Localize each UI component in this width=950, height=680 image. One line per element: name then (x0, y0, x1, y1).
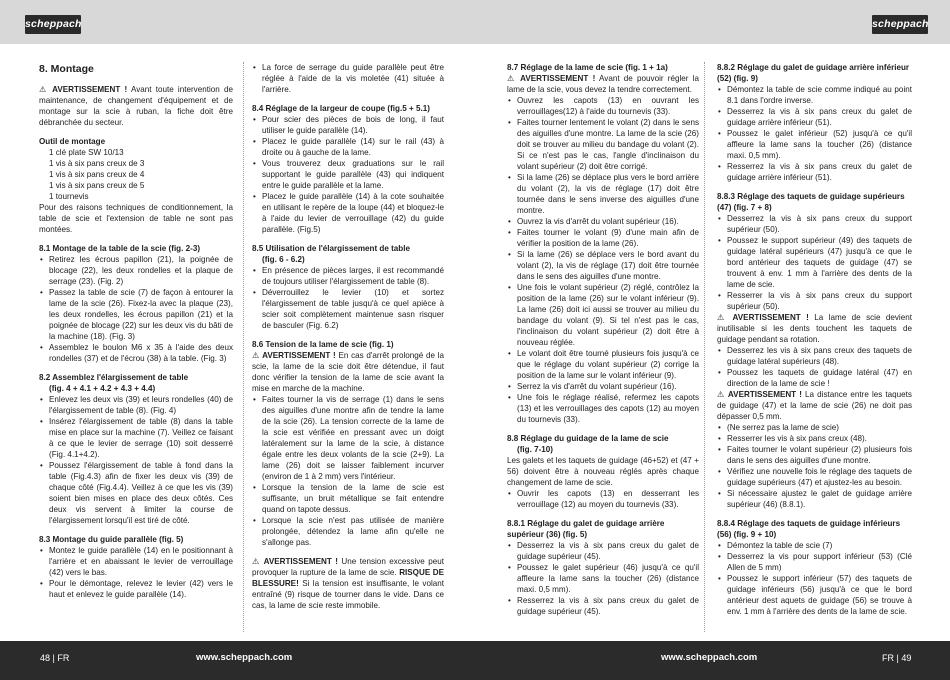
bullet-list (39, 254, 233, 364)
list-item: • Lorsque la scie n'est pas utilisée de manière prolongée, détendez la lame afin qu'elle ne s'allonge pas. (252, 515, 444, 548)
subsection-title: 8.5 Utilisation de l'élargissement de table (252, 244, 411, 253)
page-number-left: 48 | FR (40, 653, 70, 663)
list-item: • Desserrez la vis à six pans creux du galet de guidage supérieur (45). (507, 540, 699, 562)
subsection-title: 8.8.3 Réglage des taquets de guidage supérieurs (47) (fig. 7 + 8) (717, 192, 905, 212)
subsection-title: 8.8.1 Réglage du galet de guidage arrière supérieur (36) (fig. 5) (507, 519, 665, 539)
brand-logo: scheppach (872, 15, 928, 34)
list-item: • Une fois le réglage réalisé, refermez les capots (13) et les verrouillages des capots (12) au moyen du tournevis (33). (507, 392, 699, 425)
header-bar (0, 0, 950, 44)
subsection-title: 8.2 Assemblez l'élargissement de table (39, 373, 189, 382)
list-item: • La force de serrage du guide parallèle peut être réglée à l'aide de la vis moletée (41) située à l'arrière. (252, 62, 444, 95)
bullet-list (252, 394, 444, 548)
paragraph: Les galets et les taquets de guidage (46+52) et (47 + 56) doivent être à nouveau réglés après chaque changement de lame de scie. (507, 456, 699, 487)
list-item: • Le volant doit être tourné plusieurs fois jusqu'à ce que le réglage du volant supérieur (2) corrige la position de la lame sur le volant inférieur (9). (507, 348, 699, 381)
tool-item: 1 vis à six pans creux de 4 (49, 170, 145, 179)
list-item: • Desserrez la vis pour support inférieur (53) (Clé Allen de 5 mm) (717, 551, 912, 573)
bullet-list (717, 213, 912, 312)
list-item: • Enlevez les deux vis (39) et leurs rondelles (40) de l'élargissement de table (8). (Fig. 4) (39, 394, 233, 416)
bullet-list (252, 62, 444, 95)
tool-item: 1 clé plate SW 10/13 (49, 148, 124, 157)
column-3 (507, 62, 699, 617)
bullet-list (717, 345, 912, 389)
list-item: • Assemblez le boulon M6 x 35 à l'aide des deux rondelles (37) et de l'écrou (38) à la table. (Fig. 3) (39, 342, 233, 364)
list-item: • Ouvrez la vis d'arrêt du volant supérieur (16). (507, 216, 699, 227)
list-item: • Une fois le volant supérieur (2) réglé, contrôlez la position de la lame (26) sur le volant inférieur (9). La lame (26) doit ici aussi se trouver au milieu du bandage du volant (9). Si tel n'est pas le cas, l'inclinaison du volant supérieur (2) doit être à nouveau réglée. (507, 282, 699, 348)
footer-url-left[interactable]: www.scheppach.com (196, 652, 293, 663)
warning-label: ⚠ AVERTISSEMENT ! (39, 85, 128, 94)
warning-text: En cas d'arrêt prolongé de la scie, la lame de la scie doit être détendue, il faut donc vérifier la tension de la lame de scie avant la mise en marche de la machine. (252, 351, 445, 393)
warning-paragraph (507, 73, 699, 95)
warning-label: ⚠ AVERTISSEMENT ! (252, 351, 336, 360)
list-item: • En présence de pièces larges, il est recommandé de toujours utiliser l'élargissement de table (8). (252, 265, 444, 287)
subsection-title: 8.8.2 Réglage du galet de guidage arrière inférieur (52) (fig. 9) (717, 63, 910, 83)
list-item: • Desserrez la vis à six pans creux du galet de guidage arrière inférieur (51). (717, 106, 912, 128)
subsection-subtitle: (fig. 6 - 6.2) (262, 255, 305, 264)
column-divider (243, 62, 244, 632)
list-item: • Poussez le support supérieur (49) des taquets de guidage latéral supérieurs (47) jusqu'à ce que le bord antérieur des taquets de guidage (47) se trouvent à env. 1 mm à l'arrière des dents de la lame de scie. (717, 235, 912, 290)
list-item: • (Ne serrez pas la lame de scie) (717, 422, 912, 433)
bullet-list (717, 84, 912, 183)
footer-url-right[interactable]: www.scheppach.com (661, 652, 758, 663)
list-item: • Montez le guide parallèle (14) en le positionnant à l'arrière et en abaissant le levier de verrouillage (42) vers le bas. (39, 545, 233, 578)
column-2 (252, 62, 444, 611)
bullet-list (507, 540, 699, 617)
subsection-title: 8.8 Réglage du guidage de la lame de scie (507, 434, 669, 443)
subsection-title: 8.3 Montage du guide parallèle (fig. 5) (39, 535, 184, 544)
subsection-title: 8.8.4 Réglage des taquets de guidage inférieurs (56) (fig. 9 + 10) (717, 519, 901, 539)
subsection-title: 8.4 Réglage de la largeur de coupe (fig.5 + 5.1) (252, 104, 430, 113)
footer-bar (0, 641, 950, 680)
list-item: • Vous trouverez deux graduations sur le rail supportant le guide parallèle (43) qui indiquent entre le guide parallèle et la lame. (252, 158, 444, 191)
bullet-list (507, 95, 699, 425)
column-divider (704, 62, 705, 632)
warning-label: ⚠ AVERTISSEMENT ! (507, 74, 596, 83)
list-item: • Passez la table de scie (7) de façon à entourer la lame de la scie (26). Fixez-la avec la plaque (23), les deux rondelles, les écrous papillon (21) et la poignée de blocage (22) sur les deux vis du bâti de la machine (18). (Fig. 3) (39, 287, 233, 342)
subsection-subtitle: (fig. 4 + 4.1 + 4.2 + 4.3 + 4.4) (49, 384, 156, 393)
list-item: • Démontez la table de scie comme indiqué au point 8.1 dans l'ordre inverse. (717, 84, 912, 106)
list-item: • Faites tourner lentement le volant (2) dans le sens des aiguilles d'une montre. La lame de la scie (26) doit se trouver au milieu du bandage du volant (2). Si ce n'est pas le cas, l'angle d'inclinaison du volant supérieur (2) doit être corrigé. (507, 117, 699, 172)
tool-item: 1 tournevis (49, 192, 89, 201)
list-item: • Faites tourner le volant (9) d'une main afin de vérifier la position de la lame (26). (507, 227, 699, 249)
warning-label: ⚠ AVERTISSEMENT ! (252, 557, 338, 566)
warning-text: La distance entre les taquets de guidage (47) et la lame de scie (26) ne doit pas dépasser 0,5 mm. (717, 390, 912, 421)
list-item: • Faites tourner le volant supérieur (2) plusieurs fois dans le sens des aiguilles d'une montre. (717, 444, 912, 466)
column-1 (39, 62, 233, 600)
warning-paragraph (717, 312, 912, 345)
section-title: 8. Montage (39, 63, 94, 75)
bullet-list (717, 540, 912, 617)
bullet-list (252, 114, 444, 235)
list-item: • Serrez la vis d'arrêt du volant supérieur (16). (507, 381, 699, 392)
warning-text: La lame de scie devient inutilisable si les dents touchent les taquets de guidage pendant sa rotation. (717, 313, 912, 344)
list-item: • Resserrer les vis à six pans creux (48). (717, 433, 912, 444)
list-item: • Pour le démontage, relevez le levier (42) vers le haut et enlevez le guide parallèle (14). (39, 578, 233, 600)
bullet-list (252, 265, 444, 331)
subsection-title: 8.6 Tension de la lame de scie (fig. 1) (252, 340, 394, 349)
list-item: • Démontez la table de scie (7) (717, 540, 912, 551)
list-item: • Poussez les taquets de guidage latéral (47) en direction de la lame de scie ! (717, 367, 912, 389)
list-item: • Placez le guide parallèle (14) à la cote souhaitée en utilisant le repère de la loupe (44) et bloquez-le à l'aide du levier de verrouillage (42) du guide parallèle. (Fig.5) (252, 191, 444, 235)
subsection-subtitle: (fig. 7-10) (517, 445, 553, 454)
list-item: • Resserrer la vis à six pans creux du support supérieur (50). (717, 290, 912, 312)
list-item: • Insérez l'élargissement de table (8) dans la table mise en place sur la machine (7). Veillez ce faisant à ce que le levier de serrage (10) soit desserré (Fig. 4.1+4.2). (39, 416, 233, 460)
list-item: • Retirez les écrous papillon (21), la poignée de blocage (22), les deux rondelles et la plaque de serrage (23). (Fig. 2) (39, 254, 233, 287)
list-item: • Poussez le support inférieur (57) des taquets de guidage inférieurs (56) jusqu'à ce que le bord antérieur dest aquets de guidage (56) se trouve à env. 1 mm à l'arrière des dents de la lame de scie. (717, 573, 912, 617)
list-item: • Poussez le galet supérieur (46) jusqu'à ce qu'il affleure la lame sans la toucher (26) (distance maxi. 0,5 mm). (507, 562, 699, 595)
subsection-title: 8.7 Réglage de la lame de scie (fig. 1 + 1a) (507, 63, 668, 72)
page-number-right: FR | 49 (882, 653, 912, 663)
list-item: • Poussez l'élargissement de table à fond dans la table (Fig.4.3) afin de fixer les deux vis (39) de chaque côté (Fig.4.4). Veillez à ce que les vis (39) soient bien mises en place des deux côtés. Ces deux vis servent à limiter la course de l'élargissement lorsqu'il est tiré de côté. (39, 460, 233, 526)
bullet-list (39, 394, 233, 526)
bullet-list (39, 545, 233, 600)
list-item: • Ouvrez les capots (13) en ouvrant les verrouillages(12) à l'aide du tournevis (33). (507, 95, 699, 117)
warning-paragraph (717, 389, 912, 422)
list-item: • Poussez le galet inférieur (52) jusqu'à ce qu'il affleure la lame sans la toucher (26) (distance maxi. 0,5 mm). (717, 128, 912, 161)
list-item: • Pour scier des pièces de bois de long, il faut utiliser le guide parallèle (14). (252, 114, 444, 136)
warning-paragraph (252, 556, 444, 611)
list-item: • Déverrouillez le levier (10) et sortez l'élargissement de table jusqu'à ce quel apièce à scier soit complètement maintenue sasn risquer de basculer (Fig. 6.2) (252, 287, 444, 331)
warning-text: Une tension excessive peut provoquer la rupture de la lame de scie. (252, 557, 445, 577)
list-item: • Lorsque la tension de la lame de scie est suffisante, un bruit métallique se fait entendre quand on tapote dessus. (252, 482, 444, 515)
subsection-title: 8.1 Montage de la table de la scie (fig. 2-3) (39, 244, 201, 253)
tools-title: Outil de montage (39, 137, 106, 146)
warning-text: Si la tension est insuffisante, le volant entraîné (9) risque de tourner dans le vide. Dans ce cas, la lame de scie reste immobile. (252, 579, 444, 610)
column-4 (717, 62, 912, 617)
warning-text: Avant toute intervention de maintenance, de changement d'équipement et de montage sur la scie à ruban, la fiche doit être débranchée du secteur. (39, 85, 233, 127)
list-item: • Si la lame (26) se déplace vers le bord avant du volant (2), la vis de réglage (17) doit être tournée dans le sens des aiguilles d'une montre. (507, 249, 699, 282)
bullet-list (717, 422, 912, 510)
list-item: • Ouvrir les capots (13) en desserrant les verrouillage (12) au moyen du tournevis (33). (507, 488, 699, 510)
warning-label: ⚠ AVERTISSEMENT ! (717, 390, 802, 399)
warning-paragraph (252, 350, 444, 394)
list-item: • Placez le guide parallèle (14) sur le rail (43) à droite ou à gauche de la lame. (252, 136, 444, 158)
list-item: • Si nécessaire ajustez le galet de guidage arrière supérieur (46) (8.8.1). (717, 488, 912, 510)
paragraph: Pour des raisons techniques de conditionnement, la table de scie et l'extension de table ne sont pas montées. (39, 203, 233, 234)
warning-paragraph (39, 84, 233, 128)
list-item: • Faites tourner la vis de serrage (1) dans le sens des aiguilles d'une montre afin de tendre la lame de la scie (26). La tension correcte de la lame de la scie est vérifiée en pressant avec un doigt latéralement sur la lame de la scie, à distance égale entre les deux volants de la scie (2+9). La lame (26) doit se laisser faiblement incurver (environ de 1 à 2 mm) vers l'intérieur. (252, 394, 444, 482)
list-item: • Vérifiez une nouvelle fois le réglage des taquets de guidage supérieurs (47) et ajustez-les au besoin. (717, 466, 912, 488)
list-item: • Resserrez la vis à six pans creux du galet de guidage supérieur (45). (507, 595, 699, 617)
warning-emphasis: RISQUE DE BLESSURE! (252, 568, 444, 588)
bullet-list (507, 488, 699, 510)
list-item: • Resserrez la vis à six pans creux du galet de guidage arrière inférieur (51). (717, 161, 912, 183)
brand-logo: scheppach (25, 15, 81, 34)
list-item: • Desserrez les vis à six pans creux des taquets de guidage latéral supérieurs (48). (717, 345, 912, 367)
tool-item: 1 vis à six pans creux de 5 (49, 181, 145, 190)
list-item: • Si la lame (26) se déplace plus vers le bord arrière du volant (2), la vis de réglage (17) doit être tournée dans le sens inverse des aiguilles d'une montre. (507, 172, 699, 216)
warning-label: ⚠ AVERTISSEMENT ! (717, 313, 809, 322)
tool-item: 1 vis à six pans creux de 3 (49, 159, 145, 168)
list-item: • Desserrez la vis à six pans creux du support supérieur (50). (717, 213, 912, 235)
warning-text: Avant de pouvoir régler la lame de la scie, vous devez la tendre correctement. (507, 74, 699, 94)
